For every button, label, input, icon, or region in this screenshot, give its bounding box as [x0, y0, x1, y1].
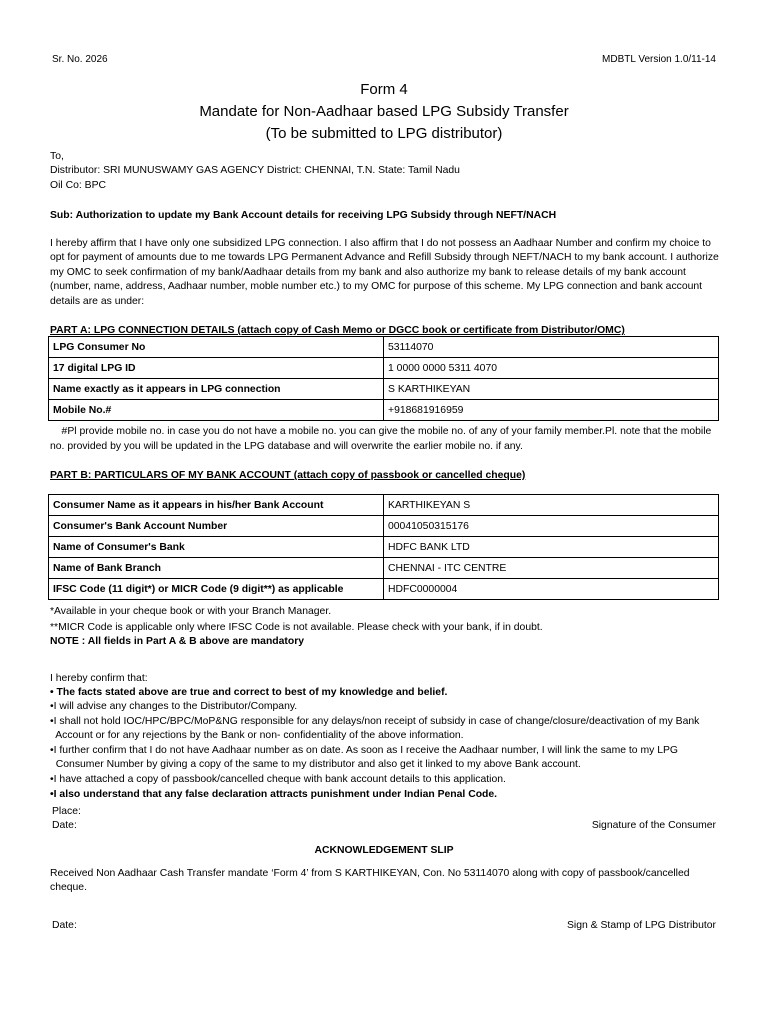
- bank-name-value: HDFC BANK LTD: [384, 537, 719, 558]
- table-row: [49, 537, 719, 558]
- consumer-signature-label: Signature of the Consumer: [591, 820, 716, 831]
- lpg-name-value: S KARTHIKEYAN: [384, 379, 719, 400]
- table-row: [49, 558, 719, 579]
- account-number-label: Consumer's Bank Account Number: [49, 516, 384, 537]
- confirm-item: Account or for any rejections by the Bank or non- confidentiality of the above information.: [50, 730, 464, 741]
- page-subtitle: (To be submitted to LPG distributor): [265, 125, 503, 142]
- mobile-no-value: +918681916959: [384, 400, 719, 421]
- confirm-item: •I also understand that any false declaration attracts punishment under Indian Penal Code.: [50, 789, 498, 800]
- table-row: [49, 337, 719, 358]
- table-row: [49, 495, 719, 516]
- lpg-consumer-no-value: 53114070: [384, 337, 719, 358]
- lpg-name-label: Name exactly as it appears in LPG connection: [49, 379, 384, 400]
- affirmation-line: I hereby affirm that I have only one subsidized LPG connection. I also affirm that I do not possess an Aadhaar Number and confirm my choice to: [50, 238, 711, 249]
- part-b-table: [48, 494, 719, 600]
- account-number-value: 00041050315176: [384, 516, 719, 537]
- serial-number: Sr. No. 2026: [52, 54, 108, 65]
- lpg-id-value: 1 0000 0000 5311 4070: [384, 358, 719, 379]
- micr-note-line: **MICR Code is applicable only where IFSC Code is not available. Please check with your bank, if in doubt.: [50, 622, 543, 633]
- ifsc-code-value: HDFC0000004: [384, 579, 719, 600]
- part-a-table: [48, 336, 719, 421]
- page-title: Mandate for Non-Aadhaar based LPG Subsidy Transfer: [199, 103, 569, 120]
- confirm-item: • The facts stated above are true and correct to best of my knowledge and belief.: [50, 687, 448, 698]
- distributor-stamp-label: Sign & Stamp of LPG Distributor: [567, 920, 716, 931]
- table-row: [49, 400, 719, 421]
- ack-text: cheque.: [50, 882, 87, 893]
- table-row: [49, 516, 719, 537]
- confirm-item: •I shall not hold IOC/HPC/BPC/MoP&NG responsible for any delays/non receipt of subsidy in case of change/closure/deactivation of my Bank: [50, 716, 700, 727]
- table-row: [49, 379, 719, 400]
- bank-holder-name-label: Consumer Name as it appears in his/her Bank Account: [49, 495, 384, 516]
- table-row: [49, 579, 719, 600]
- version-label: MDBTL Version 1.0/11-14: [602, 54, 716, 65]
- affirmation-line: details are as under:: [50, 296, 145, 307]
- confirm-item: •I have attached a copy of passbook/cancelled cheque with bank account details to this application.: [50, 774, 506, 785]
- affirmation-line: my OMC to seek confirmation of my bank/Aadhaar details from my bank and also authorize my bank to release details of my bank account: [50, 267, 686, 278]
- affirmation-line: opt for payment of amounts due to me towards LPG Permanent Advance and Refill Subsidy through NEFT/NACH to my bank account. I authorize: [50, 252, 719, 263]
- ack-text: Received Non Aadhaar Cash Transfer mandate ‘Form 4’ from S KARTHIKEYAN, Con. No 53114070 along with copy of passbook/cancelled: [50, 868, 690, 879]
- confirm-item: •I will advise any changes to the Distributor/Company.: [50, 701, 298, 712]
- affirmation-line: (number, name, address, Aadhaar number, moble number etc.) to my OMC for purpose of this scheme. My LPG connection and bank account: [50, 281, 703, 292]
- confirm-item: Consumer Number by giving a copy of the same to my distributor and also get it linked to my above Bank account.: [50, 759, 581, 770]
- bank-name-label: Name of Consumer's Bank: [49, 537, 384, 558]
- bank-branch-value: CHENNAI - ITC CENTRE: [384, 558, 719, 579]
- part-a-heading: PART A: LPG CONNECTION DETAILS (attach copy of Cash Memo or DGCC book or certificate from Distributor/OMC): [50, 325, 625, 336]
- lpg-id-label: 17 digital LPG ID: [49, 358, 384, 379]
- ack-heading: ACKNOWLEDGEMENT SLIP: [314, 845, 454, 856]
- table-row: [49, 358, 719, 379]
- distributor-line: Distributor: SRI MUNUSWAMY GAS AGENCY District: CHENNAI, T.N. State: Tamil Nadu: [50, 165, 460, 176]
- form-number: Form 4: [360, 81, 408, 98]
- oil-company-line: Oil Co: BPC: [50, 180, 107, 191]
- bank-branch-label: Name of Bank Branch: [49, 558, 384, 579]
- confirm-item: •I further confirm that I do not have Aadhaar number as on date. As soon as I receive the Aadhaar number, I will link the same to my LPG: [50, 745, 678, 756]
- ifsc-code-label: IFSC Code (11 digit*) or MICR Code (9 digit**) as applicable: [49, 579, 384, 600]
- date-label: Date:: [52, 820, 77, 831]
- lpg-consumer-no-label: LPG Consumer No: [49, 337, 384, 358]
- place-label: Place:: [52, 806, 81, 817]
- to-line: To,: [50, 151, 64, 162]
- subject-line: Sub: Authorization to update my Bank Account details for receiving LPG Subsidy through NEFT/NACH: [50, 210, 557, 221]
- mobile-no-label: Mobile No.#: [49, 400, 384, 421]
- bank-holder-name-value: KARTHIKEYAN S: [384, 495, 719, 516]
- part-b-heading: PART B: PARTICULARS OF MY BANK ACCOUNT (attach copy of passbook or cancelled cheque): [50, 470, 526, 481]
- mobile-note-line: no. provided by you will be updated in the LPG database and will overwrite the earlier mobile no. if any.: [50, 441, 523, 452]
- ifsc-note-line: *Available in your cheque book or with your Branch Manager.: [50, 606, 332, 617]
- mobile-note-line: #Pl provide mobile no. in case you do not have a mobile no. you can give the mobile no. of any of your family member.Pl. note that the mobile: [50, 426, 712, 437]
- ack-date-label: Date:: [52, 920, 77, 931]
- mandatory-note: NOTE : All fields in Part A & B above are mandatory: [50, 636, 305, 647]
- confirm-intro: I hereby confirm that:: [50, 673, 148, 684]
